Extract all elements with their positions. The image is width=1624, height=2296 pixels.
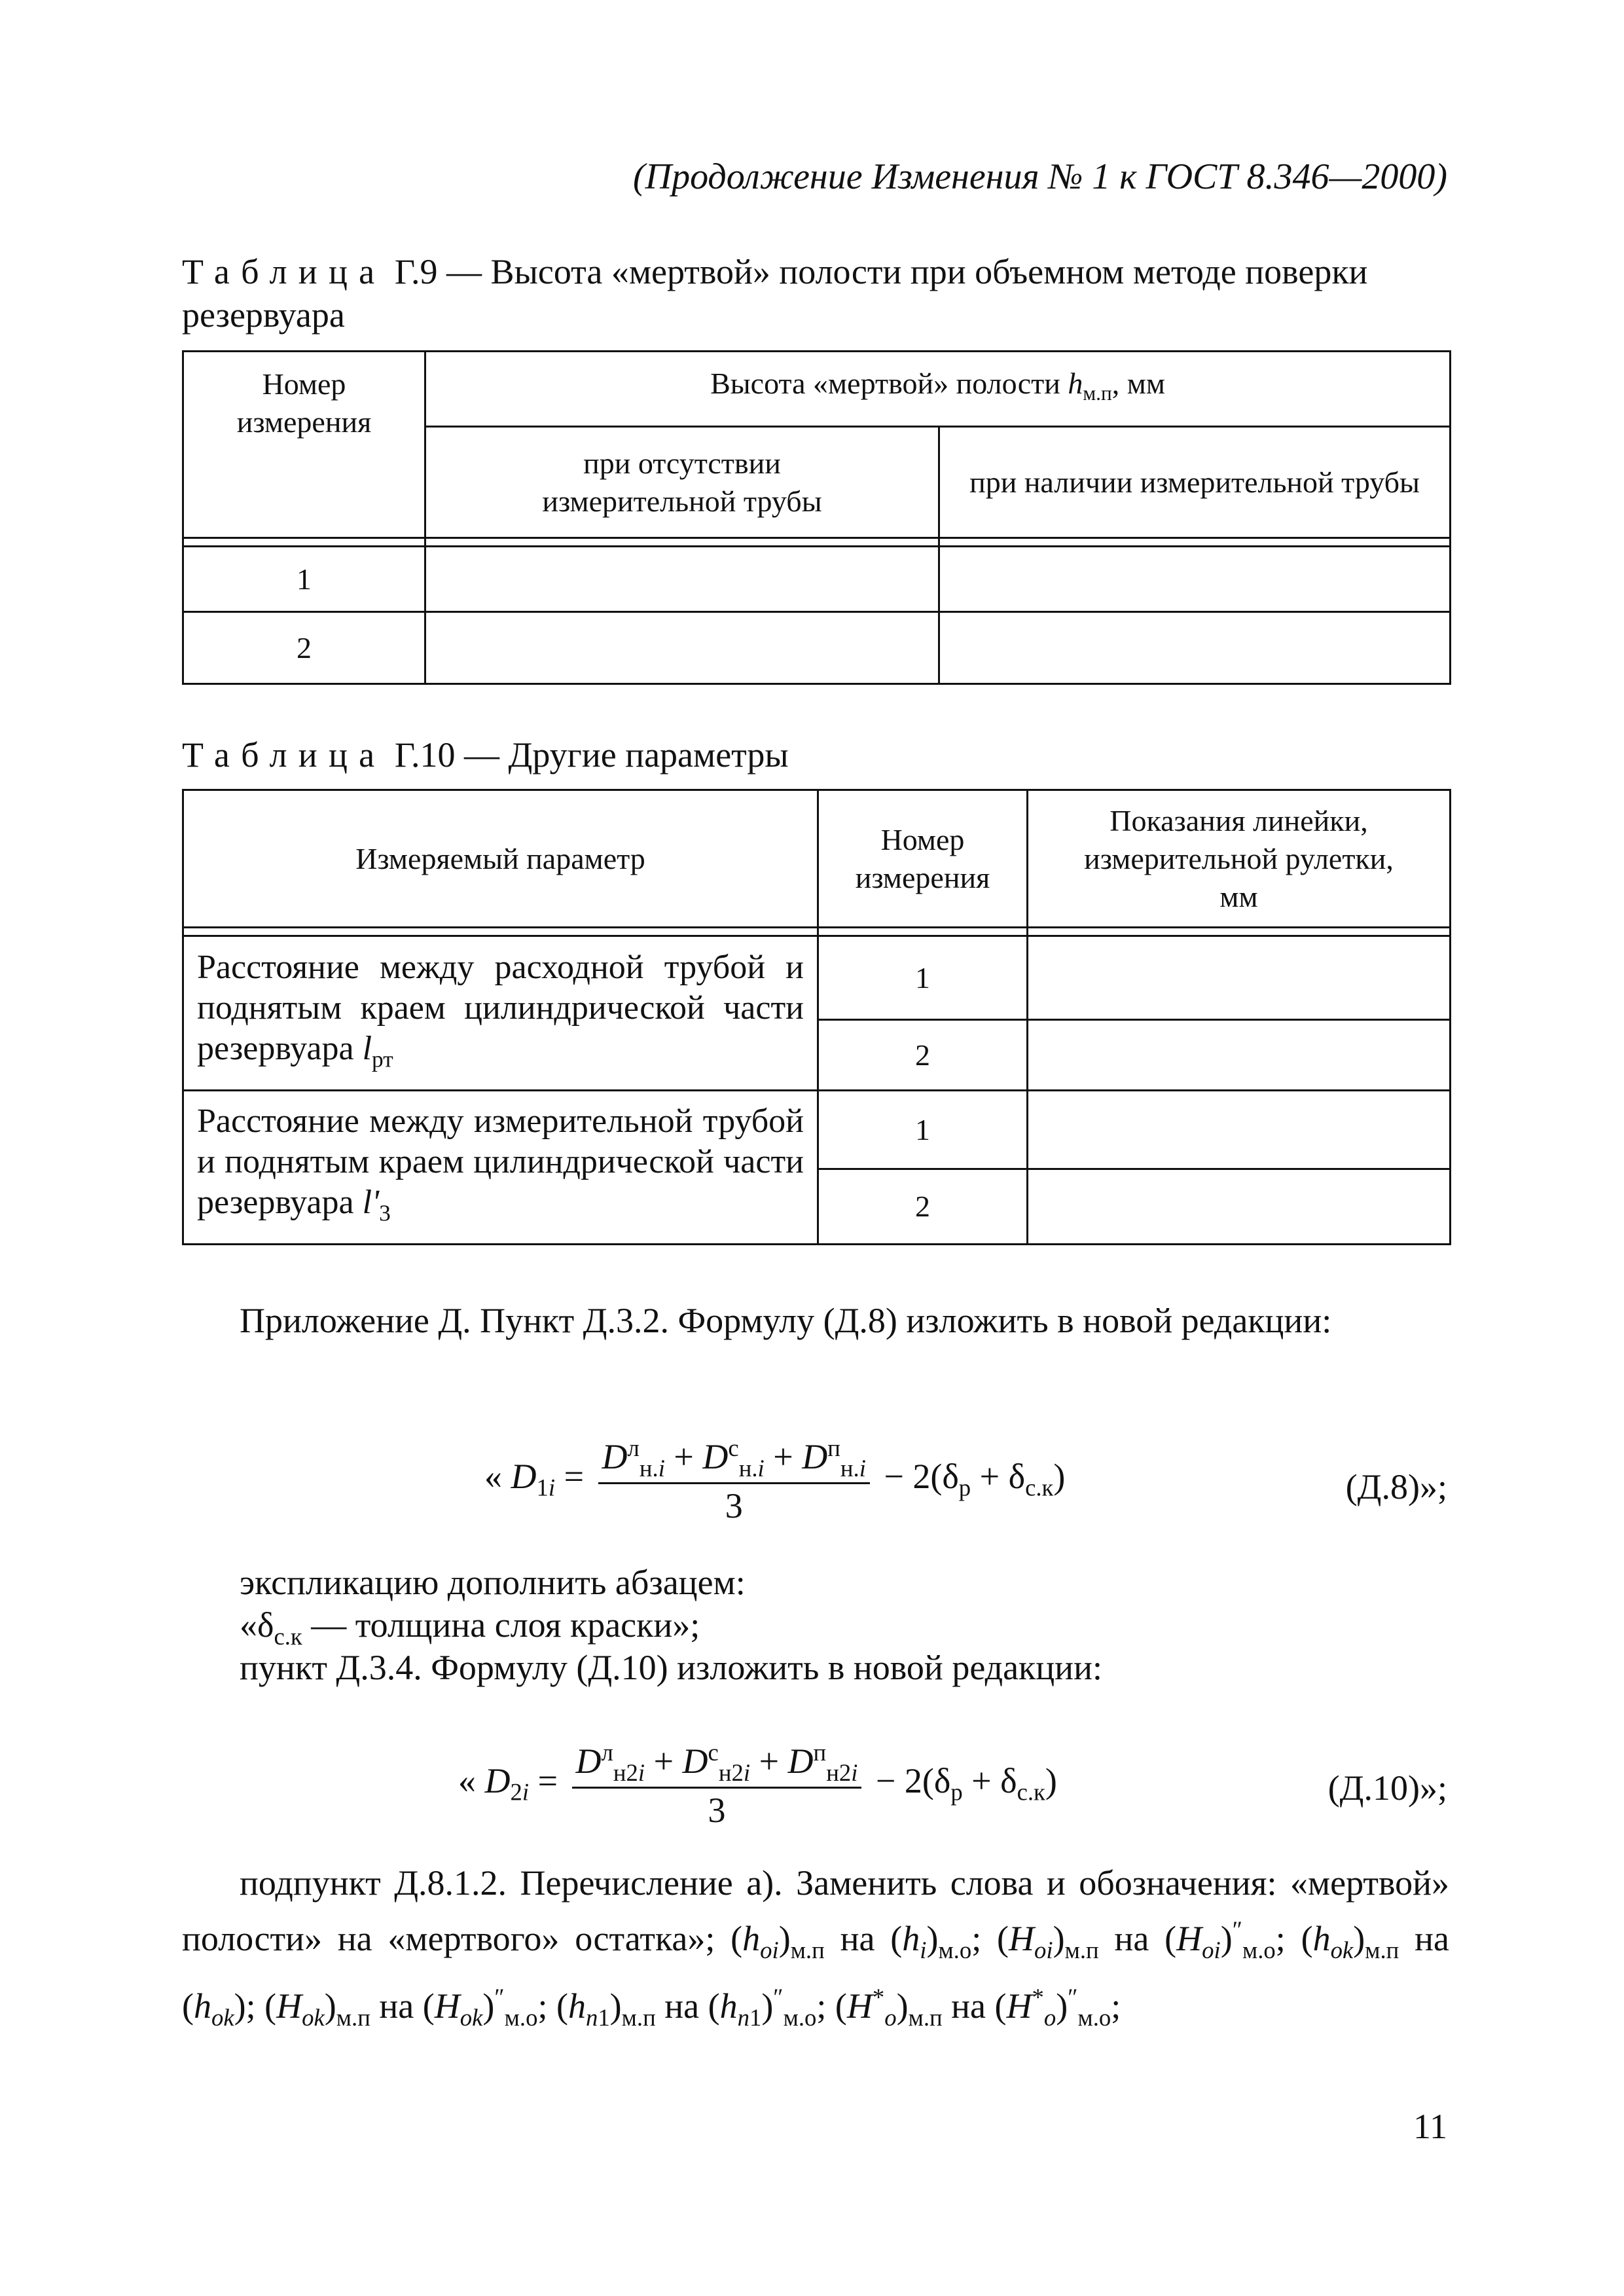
table9-header-height: Высота «мертвой» полости $h_{м.п}$, мм — [425, 352, 1451, 427]
table9-caption-word: Таблица — [182, 252, 386, 291]
table9-header-with-tube: при наличии измерительной трубы — [939, 427, 1451, 538]
page-number: 11 — [1413, 2107, 1447, 2146]
formula-d10: « $D_{2i}$ = $\frac{D^л_{н2i} + D^с_{н2i} + D^п_{н2i}}{3}$ − $2(\delta_р + \delta_{с.к})$ — [458, 1739, 1057, 1830]
table10-cell — [1028, 1020, 1451, 1091]
formula-d8: « $D_{1i}$ = $\frac{D^л_{н.i} + D^с_{н.i} + D^п_{н.i}}{3}$ − $2(\delta_р + \delta_{с.к})$ — [484, 1434, 1066, 1525]
table10-number: 1 — [818, 936, 1028, 1020]
table9-header-number: Номер измерения — [183, 352, 425, 538]
table10-header-number: Номер измерения — [818, 790, 1028, 928]
table10-number: 2 — [818, 1169, 1028, 1245]
formula-d8-label: (Д.8)»; — [1345, 1467, 1447, 1506]
paragraph-paint-layer: «$\delta_{с.к}$ — толщина слоя краски»; — [240, 1605, 700, 1650]
table10-cell — [1028, 936, 1451, 1020]
table10-caption-word: Таблица — [182, 735, 386, 774]
table10-caption-text: Г.10 — Другие параметры — [394, 735, 789, 774]
table9-cell — [425, 612, 939, 684]
table10-param-2: Расстояние между измерительной трубой и поднятым краем цилиндрической части резервуара $l'_3$ — [183, 1091, 818, 1245]
table9-caption — [182, 250, 1449, 337]
table9-cell — [939, 547, 1451, 612]
table9-row-number: 2 — [183, 612, 425, 684]
paragraph-d812: подпункт Д.8.1.2. Перечисление а). Заменить слова и обозначения: «мертвой» полости» на «мертвого» остатка»; $(h_{oi})_{м.п}$ на $(h_i)_{м.о}$; $(H_{oi})_{м.п}$ на $(H_{oi})''_{м.о}$; $(h_{ok})_{м.п}$ на $(h_{ok})$; $(H_{ok})_{м.п}$ на $(H_{ok})''_{м.о}$; $(h_{n1})_{м.п}$ на $(h_{n1})''_{м.о}$; $(H^*_o)_{м.п}$ на $(H^*_o)''_{м.о}$; — [182, 1863, 1449, 2031]
table9-header-without-tube: при отсутствии измерительной трубы — [425, 427, 939, 538]
table9-cell — [939, 612, 1451, 684]
paragraph-explication: экспликацию дополнить абзацем: — [240, 1563, 746, 1602]
table9-caption-text: Г.9 — Высота «мертвой» полости при объемном методе поверки резервуара — [182, 252, 1368, 335]
table10-caption — [182, 733, 1449, 776]
table-g10 — [182, 789, 1451, 1245]
paragraph-appendix-d: Приложение Д. Пункт Д.3.2. Формулу (Д.8) изложить в новой редакции: — [240, 1301, 1332, 1340]
table10-number: 1 — [818, 1091, 1028, 1169]
table9-row-number: 1 — [183, 547, 425, 612]
formula-d10-label: (Д.10)»; — [1327, 1768, 1447, 1808]
table10-header-param: Измеряемый параметр — [183, 790, 818, 928]
table-g9 — [182, 350, 1451, 685]
table10-cell — [1028, 1169, 1451, 1245]
table10-number: 2 — [818, 1020, 1028, 1091]
paragraph-d34: пункт Д.3.4. Формулу (Д.10) изложить в новой редакции: — [240, 1648, 1102, 1687]
table10-header-reading: Показания линейки, измерительной рулетки, мм — [1028, 790, 1451, 928]
table10-param-1: Расстояние между расходной трубой и поднятым краем цилиндрической части резервуара $l_{рт}$ — [183, 936, 818, 1091]
table10-cell — [1028, 1091, 1451, 1169]
table9-cell — [425, 547, 939, 612]
document-header: (Продолжение Изменения № 1 к ГОСТ 8.346—2000) — [633, 156, 1447, 197]
